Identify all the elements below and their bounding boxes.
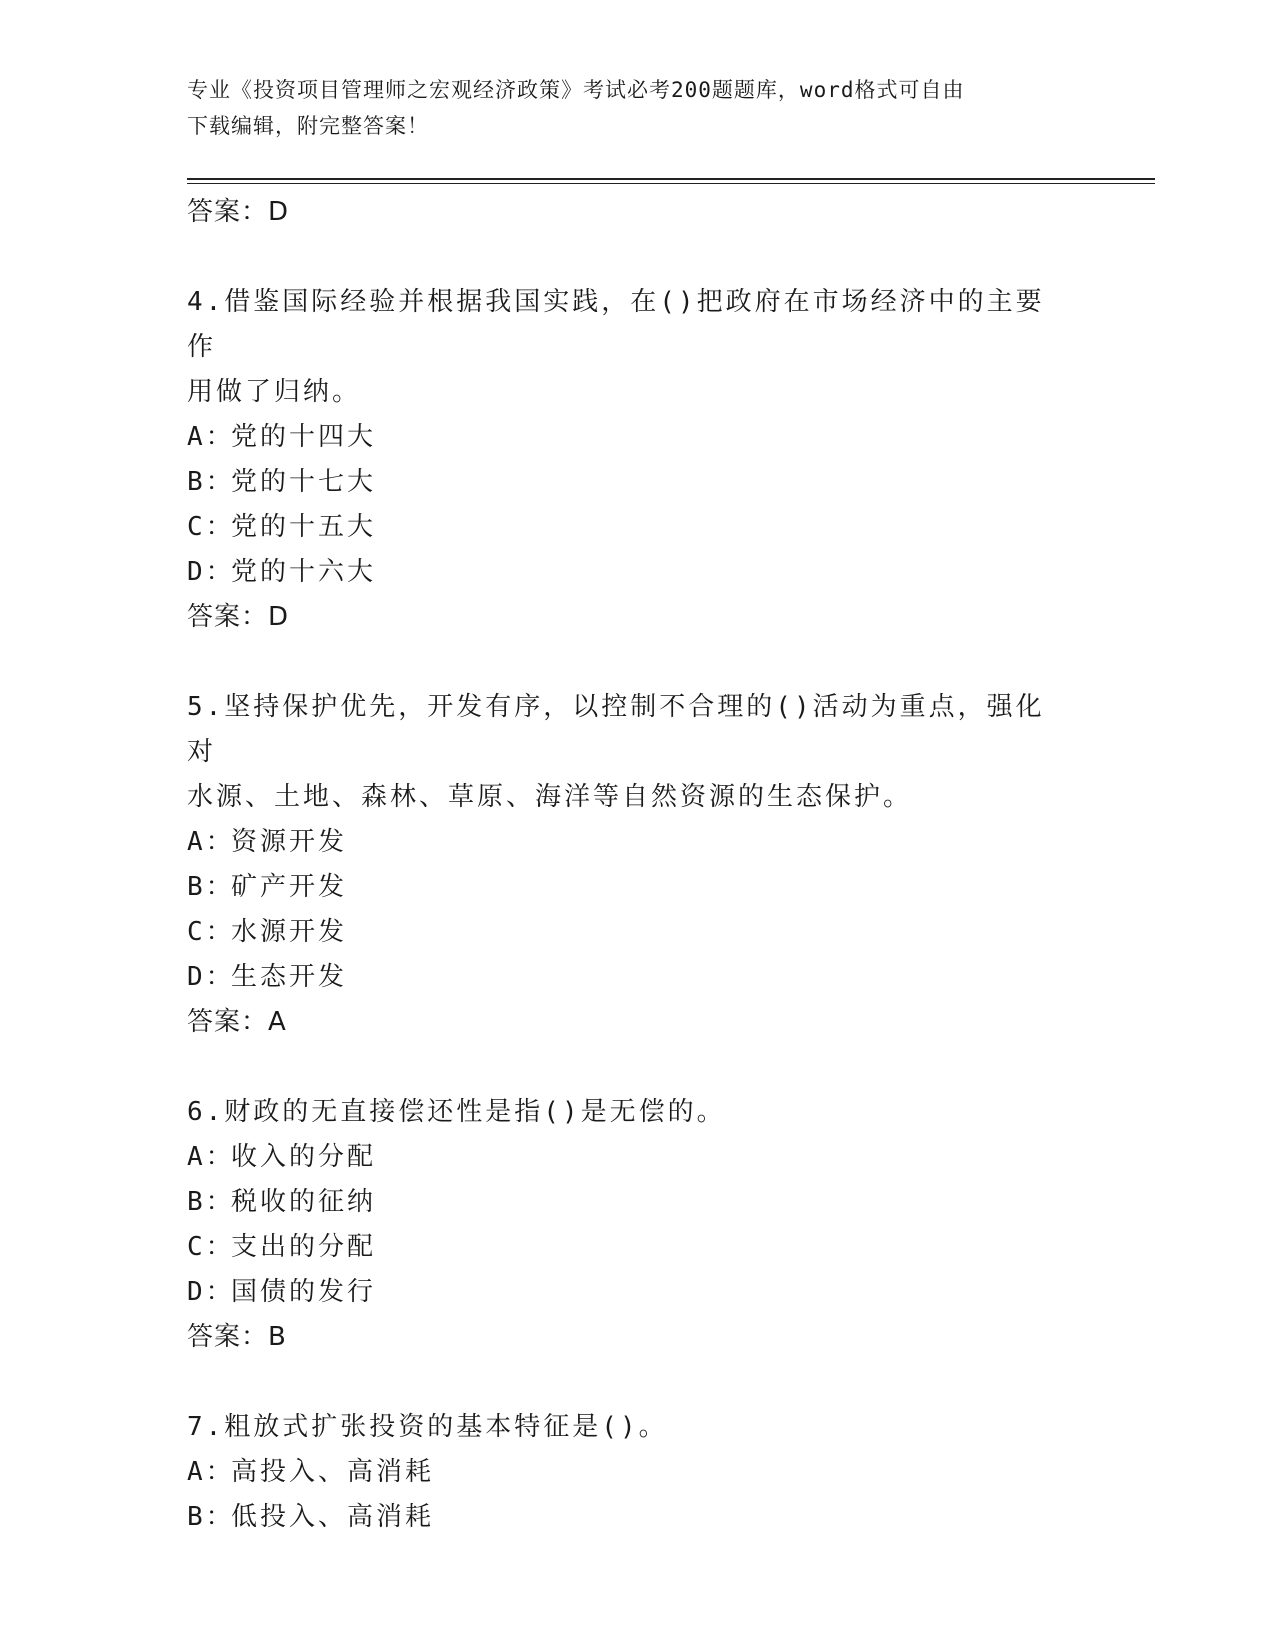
question-stem: 6.财政的无直接偿还性是指()是无偿的。 — [187, 1097, 726, 1127]
option-b — [187, 460, 1067, 505]
question-stem-continued: 用做了归纳。 — [187, 377, 362, 407]
option-text: 水源开发 — [231, 917, 348, 947]
spacer — [187, 1045, 1067, 1090]
spacer — [187, 235, 1067, 280]
option-d — [187, 955, 1067, 1000]
option-a — [187, 1450, 1067, 1495]
option-key: A： — [187, 827, 235, 857]
question-4 — [187, 280, 1067, 640]
option-text: 资源开发 — [231, 827, 348, 857]
option-d — [187, 1270, 1067, 1315]
option-text: 矿产开发 — [231, 872, 348, 902]
option-d — [187, 550, 1067, 595]
option-key: B： — [187, 1187, 235, 1217]
answer-line: 答案：B — [187, 1322, 287, 1352]
option-text: 国债的发行 — [231, 1277, 377, 1307]
option-key: A： — [187, 1142, 235, 1172]
question-stem: 4.借鉴国际经验并根据我国实践，在()把政府在市场经济中的主要作 — [187, 287, 1045, 362]
option-key: B： — [187, 467, 235, 497]
option-b — [187, 1180, 1067, 1225]
option-text: 生态开发 — [231, 962, 348, 992]
option-key: C： — [187, 1232, 235, 1262]
option-key: A： — [187, 1457, 235, 1487]
question-7 — [187, 1405, 1067, 1540]
header-divider-thick — [187, 178, 1155, 180]
option-key: D： — [187, 962, 235, 992]
option-a — [187, 415, 1067, 460]
question-stem: 5.坚持保护优先，开发有序，以控制不合理的()活动为重点，强化对 — [187, 692, 1045, 767]
spacer — [187, 640, 1067, 685]
option-c — [187, 505, 1067, 550]
option-text: 支出的分配 — [231, 1232, 377, 1262]
header-divider-thin — [187, 183, 1155, 184]
option-b — [187, 1495, 1067, 1540]
answer-line: 答案：A — [187, 1007, 287, 1037]
option-text: 党的十六大 — [231, 557, 377, 587]
spacer — [187, 1360, 1067, 1405]
option-text: 收入的分配 — [231, 1142, 377, 1172]
option-key: B： — [187, 872, 235, 902]
header-title-line-2: 下载编辑，附完整答案！ — [187, 114, 429, 138]
option-key: C： — [187, 512, 235, 542]
option-key: D： — [187, 557, 235, 587]
question-stem-continued: 水源、土地、森林、草原、海洋等自然资源的生态保护。 — [187, 782, 913, 812]
option-b — [187, 865, 1067, 910]
option-key: A： — [187, 422, 235, 452]
option-text: 党的十七大 — [231, 467, 377, 497]
question-list — [187, 190, 1067, 1540]
option-text: 税收的征纳 — [231, 1187, 377, 1217]
option-key: D： — [187, 1277, 235, 1307]
option-key: B： — [187, 1502, 235, 1532]
option-text: 高投入、高消耗 — [231, 1457, 435, 1487]
option-key: C： — [187, 917, 235, 947]
question-6 — [187, 1090, 1067, 1360]
option-text: 低投入、高消耗 — [231, 1502, 435, 1532]
option-text: 党的十四大 — [231, 422, 377, 452]
option-a — [187, 820, 1067, 865]
option-text: 党的十五大 — [231, 512, 377, 542]
answer-line: 答案：D — [187, 197, 290, 227]
question-stem: 7.粗放式扩张投资的基本特征是()。 — [187, 1412, 668, 1442]
answer-line: 答案：D — [187, 602, 290, 632]
option-c — [187, 1225, 1067, 1270]
header-title-line-1: 专业《投资项目管理师之宏观经济政策》考试必考200题题库，word格式可自由 — [187, 78, 965, 102]
question-5 — [187, 685, 1067, 1045]
option-a — [187, 1135, 1067, 1180]
option-c — [187, 910, 1067, 955]
document-header — [187, 72, 1067, 144]
